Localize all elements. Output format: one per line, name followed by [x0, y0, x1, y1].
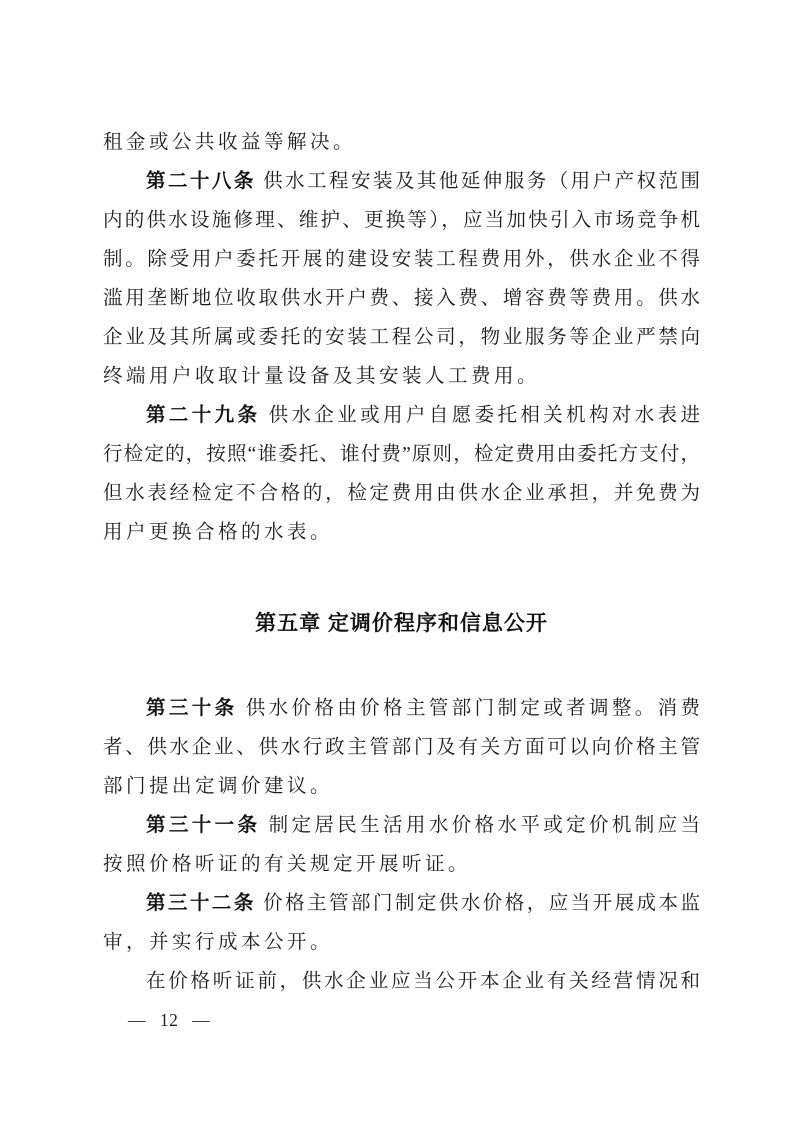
- article-number: 第三十一条: [146, 814, 261, 836]
- document-line: 用户更换合格的水表。: [103, 522, 334, 543]
- document-line: 租金或公共收益等解决。: [103, 132, 357, 153]
- document-line: 第三十一条 制定居民生活用水价格水平或定价机制应当: [146, 814, 700, 836]
- article-number: 第二十九条: [146, 404, 261, 426]
- document-line: 滥用垄断地位收取供水开户费、接入费、增容费等费用。供水: [103, 288, 700, 309]
- document-line: 第三十条 供水价格由价格主管部门制定或者调整。消费: [146, 697, 700, 719]
- article-number: 第三十条: [146, 697, 238, 719]
- document-line: 行检定的，按照“谁委托、谁付费”原则，检定费用由委托方支付，: [103, 444, 700, 465]
- document-line: 第三十二条 价格主管部门制定供水价格，应当开展成本监: [146, 892, 700, 914]
- document-line: 第二十八条 供水工程安装及其他延伸服务（用户产权范围: [146, 170, 700, 192]
- document-lines: [103, 123, 700, 1001]
- document-line: 企业及其所属或委托的安装工程公司，物业服务等企业严禁向: [103, 327, 700, 348]
- document-line: 在价格听证前，供水企业应当公开本企业有关经营情况和: [146, 971, 700, 992]
- article-number: 第三十二条: [146, 892, 256, 914]
- chapter-heading: 第五章 定调价程序和信息公开: [255, 612, 548, 635]
- document-line: 制。除受用户委托开展的建设安装工程费用外，供水企业不得: [103, 249, 700, 270]
- article-number: 第二十八条: [146, 170, 256, 192]
- document-line: 按照价格听证的有关规定开展听证。: [103, 854, 472, 875]
- page-number: — 12 —: [128, 1010, 211, 1030]
- document-line: 者、供水企业、供水行政主管部门及有关方面可以向价格主管: [103, 737, 700, 758]
- document-line: 审，并实行成本公开。: [103, 932, 334, 953]
- document-line: 但水表经检定不合格的，检定费用由供水企业承担，并免费为: [103, 483, 700, 504]
- document-line: 终端用户收取计量设备及其安装人工费用。: [103, 366, 541, 387]
- document-line: 第二十九条 供水企业或用户自愿委托相关机构对水表进: [146, 404, 700, 426]
- document-line: 部门提出定调价建议。: [103, 776, 334, 797]
- document-line: 内的供水设施修理、维护、更换等），应当加快引入市场竞争机: [103, 210, 700, 231]
